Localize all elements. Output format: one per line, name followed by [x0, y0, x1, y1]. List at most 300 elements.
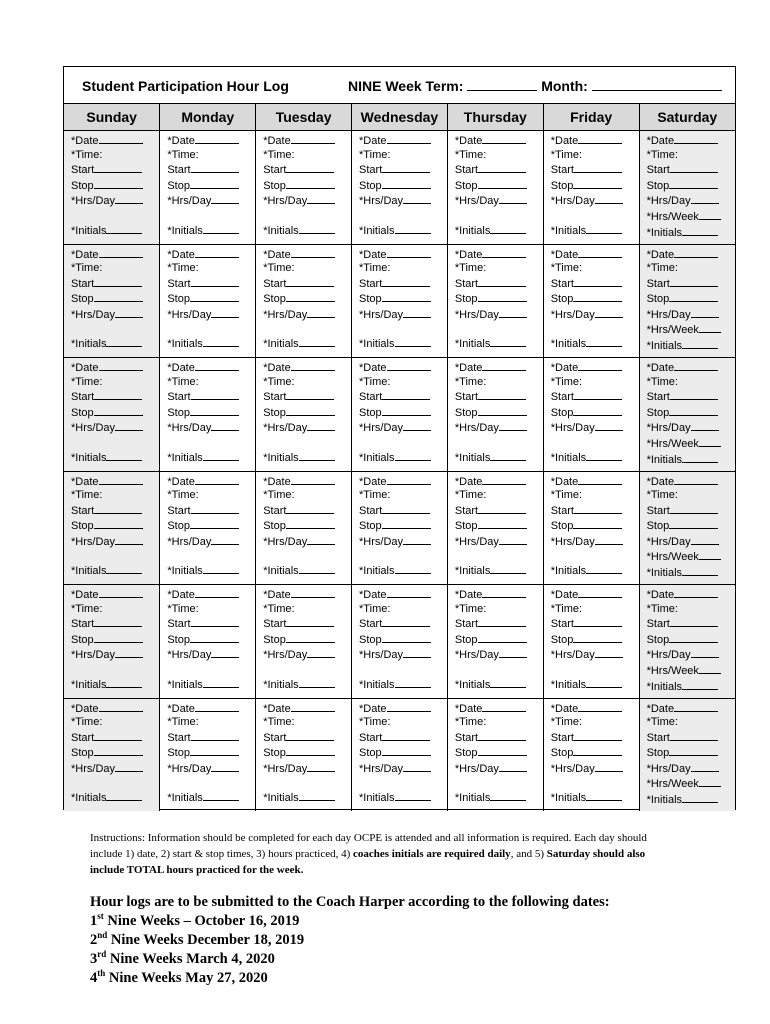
stop-field[interactable] [573, 178, 622, 189]
hrs-week-field[interactable] [699, 322, 721, 333]
stop-field[interactable] [669, 291, 718, 302]
stop-field[interactable] [286, 178, 335, 189]
initials-field[interactable] [682, 338, 718, 349]
stop-field[interactable] [94, 405, 143, 416]
initials-line [71, 450, 159, 466]
spacer [455, 209, 543, 223]
day-cell-content [448, 131, 543, 238]
hrs-day-field[interactable] [691, 761, 719, 772]
hrs-day-field[interactable] [499, 761, 527, 772]
initials-field[interactable] [203, 223, 239, 234]
start-label: Start [646, 504, 670, 517]
month-label: Month: [541, 78, 588, 94]
initials-label: *Initials [454, 338, 491, 351]
initials-field[interactable] [395, 223, 431, 234]
hrs-day-label: *Hrs/Day [167, 762, 212, 775]
initials-field[interactable] [682, 225, 718, 236]
start-field[interactable] [191, 162, 239, 173]
date-field[interactable] [99, 247, 143, 258]
stop-field[interactable] [190, 632, 239, 643]
date-field[interactable] [482, 701, 526, 712]
hrs-day-field[interactable] [691, 193, 719, 204]
date-field[interactable] [578, 133, 622, 144]
date-field[interactable] [387, 360, 431, 371]
date-line [263, 360, 351, 376]
initials-line [263, 450, 351, 466]
stop-field[interactable] [94, 178, 143, 189]
stop-line [647, 405, 735, 421]
initials-label: *Initials [359, 792, 395, 805]
hrs-day-field[interactable] [595, 534, 623, 545]
start-field[interactable] [670, 162, 718, 173]
hrs-day-field[interactable] [115, 193, 143, 204]
hrs-week-field[interactable] [699, 663, 721, 674]
initials-field[interactable] [106, 563, 142, 574]
date-field[interactable] [291, 247, 335, 258]
hrs-week-field[interactable] [699, 549, 721, 560]
spacer [71, 436, 159, 450]
hrs-week-field[interactable] [699, 436, 721, 447]
start-label: Start [167, 277, 191, 290]
hrs-day-label: *Hrs/Day [454, 762, 499, 775]
hrs-day-field[interactable] [307, 193, 335, 204]
hrs-day-line [167, 420, 255, 436]
start-field[interactable] [286, 276, 334, 287]
hrs-week-label: *Hrs/Week [646, 778, 699, 791]
date-field[interactable] [482, 133, 526, 144]
time-label: *Time: [263, 148, 295, 161]
hrs-day-field[interactable] [499, 193, 527, 204]
start-field[interactable] [574, 389, 622, 400]
stop-field[interactable] [573, 518, 622, 529]
stop-field[interactable] [669, 178, 718, 189]
start-field[interactable] [382, 162, 430, 173]
start-line [455, 616, 543, 632]
start-field[interactable] [94, 616, 142, 627]
initials-field[interactable] [106, 677, 142, 688]
hrs-day-field[interactable] [595, 420, 623, 431]
time-line [647, 376, 735, 390]
date-field[interactable] [291, 133, 335, 144]
initials-field[interactable] [106, 223, 142, 234]
initials-field[interactable] [299, 677, 335, 688]
date-line [455, 247, 543, 263]
stop-label: Stop [646, 633, 670, 646]
initials-line [263, 223, 351, 239]
date-field[interactable] [291, 474, 335, 485]
date-field[interactable] [291, 360, 335, 371]
initials-field[interactable] [586, 790, 622, 801]
date-field[interactable] [99, 701, 143, 712]
date-field[interactable] [291, 701, 335, 712]
initials-field[interactable] [682, 792, 718, 803]
initials-label: *Initials [167, 451, 203, 464]
initials-field[interactable] [106, 450, 142, 461]
start-field[interactable] [191, 276, 239, 287]
initials-field[interactable] [682, 452, 718, 463]
hrs-day-field[interactable] [307, 307, 335, 318]
date-field[interactable] [387, 587, 431, 598]
stop-field[interactable] [382, 291, 431, 302]
spacer [167, 776, 255, 790]
start-field[interactable] [478, 389, 526, 400]
initials-field[interactable] [395, 790, 431, 801]
date-field[interactable] [387, 474, 431, 485]
initials-field[interactable] [682, 679, 718, 690]
start-line [263, 503, 351, 519]
stop-line [167, 745, 255, 761]
stop-field[interactable] [190, 291, 239, 302]
date-label: *Date [646, 248, 675, 261]
stop-field[interactable] [286, 745, 335, 756]
start-field[interactable] [94, 276, 142, 287]
hrs-day-field[interactable] [307, 420, 335, 431]
day-cell-content [448, 472, 543, 579]
start-field[interactable] [191, 503, 239, 514]
date-field[interactable] [99, 474, 143, 485]
initials-field[interactable] [395, 336, 431, 347]
day-cell-wednesday [352, 471, 448, 585]
initials-field[interactable] [395, 450, 431, 461]
stop-field[interactable] [669, 632, 718, 643]
date-label: *Date [646, 589, 675, 601]
hrs-day-field[interactable] [403, 420, 431, 431]
stop-field[interactable] [190, 405, 239, 416]
stop-field[interactable] [190, 745, 239, 756]
initials-field[interactable] [682, 565, 718, 576]
stop-field[interactable] [94, 632, 143, 643]
initials-field[interactable] [299, 563, 335, 574]
date-field[interactable] [387, 701, 431, 712]
hrs-day-line [551, 761, 639, 777]
day-cell-content [640, 358, 735, 467]
date-field[interactable] [387, 247, 431, 258]
date-field[interactable] [578, 474, 622, 485]
hrs-day-field[interactable] [115, 534, 143, 545]
stop-label: Stop [359, 179, 382, 192]
start-field[interactable] [382, 276, 430, 287]
time-label: *Time: [71, 489, 103, 502]
initials-line [167, 677, 255, 693]
time-label: *Time: [263, 602, 295, 615]
hrs-day-field[interactable] [499, 420, 527, 431]
hrs-day-line [167, 534, 255, 550]
start-field[interactable] [191, 389, 239, 400]
stop-field[interactable] [286, 518, 335, 529]
hrs-day-field[interactable] [403, 761, 431, 772]
hrs-day-field[interactable] [403, 307, 431, 318]
start-line [455, 276, 543, 292]
hrs-day-label: *Hrs/Day [167, 535, 212, 548]
hrs-day-field[interactable] [691, 534, 719, 545]
time-label: *Time: [646, 716, 678, 729]
day-cell-friday [543, 585, 639, 699]
hrs-day-line [455, 307, 543, 323]
start-field[interactable] [382, 616, 430, 627]
start-field[interactable] [478, 276, 526, 287]
initials-line [647, 452, 735, 468]
hrs-day-field[interactable] [499, 647, 527, 658]
start-field[interactable] [670, 730, 718, 741]
initials-field[interactable] [490, 450, 526, 461]
initials-field[interactable] [395, 563, 431, 574]
start-field[interactable] [478, 730, 526, 741]
stop-field[interactable] [669, 518, 718, 529]
stop-field[interactable] [382, 518, 431, 529]
hrs-day-field[interactable] [595, 761, 623, 772]
hrs-day-field[interactable] [307, 534, 335, 545]
stop-field[interactable] [573, 291, 622, 302]
date-field[interactable] [578, 360, 622, 371]
stop-field[interactable] [478, 632, 527, 643]
start-field[interactable] [478, 503, 526, 514]
date-field[interactable] [195, 587, 239, 598]
start-field[interactable] [670, 276, 718, 287]
time-line [167, 262, 255, 276]
hrs-day-field[interactable] [307, 647, 335, 658]
hrs-day-field[interactable] [211, 761, 239, 772]
start-field[interactable] [574, 162, 622, 173]
start-line [359, 616, 447, 632]
initials-field[interactable] [586, 677, 622, 688]
day-cell-content [448, 358, 543, 465]
start-field[interactable] [478, 162, 526, 173]
initials-field[interactable] [203, 677, 239, 688]
date-field[interactable] [99, 360, 143, 371]
start-field[interactable] [286, 503, 334, 514]
date-field[interactable] [578, 701, 622, 712]
initials-field[interactable] [299, 450, 335, 461]
hrs-day-field[interactable] [595, 647, 623, 658]
hrs-day-field[interactable] [211, 647, 239, 658]
date-field[interactable] [482, 587, 526, 598]
start-field[interactable] [382, 730, 430, 741]
start-field[interactable] [670, 389, 718, 400]
initials-field[interactable] [203, 563, 239, 574]
start-field[interactable] [94, 503, 142, 514]
hrs-day-field[interactable] [595, 193, 623, 204]
deadline-item [90, 931, 610, 950]
date-field[interactable] [674, 587, 718, 598]
initials-field[interactable] [203, 336, 239, 347]
stop-field[interactable] [286, 405, 335, 416]
date-line [455, 133, 543, 149]
start-field[interactable] [382, 389, 430, 400]
stop-field[interactable] [478, 405, 527, 416]
hrs-day-field[interactable] [115, 761, 143, 772]
hrs-day-field[interactable] [499, 534, 527, 545]
initials-field[interactable] [299, 790, 335, 801]
initials-field[interactable] [586, 563, 622, 574]
day-cell-content [352, 699, 447, 806]
hrs-week-field[interactable] [699, 776, 721, 787]
initials-field[interactable] [586, 450, 622, 461]
date-field[interactable] [195, 133, 239, 144]
date-field[interactable] [482, 474, 526, 485]
hrs-week-field[interactable] [699, 209, 721, 220]
stop-field[interactable] [94, 518, 143, 529]
stop-field[interactable] [573, 745, 622, 756]
date-field[interactable] [482, 360, 526, 371]
time-label: *Time: [359, 489, 391, 502]
initials-field[interactable] [106, 790, 142, 801]
date-field[interactable] [674, 474, 718, 485]
date-field[interactable] [578, 247, 622, 258]
date-field[interactable] [387, 133, 431, 144]
initials-field[interactable] [490, 336, 526, 347]
initials-line [647, 679, 735, 695]
initials-field[interactable] [395, 677, 431, 688]
stop-field[interactable] [94, 291, 143, 302]
stop-field[interactable] [573, 632, 622, 643]
initials-field[interactable] [299, 336, 335, 347]
start-field[interactable] [286, 730, 334, 741]
start-field[interactable] [94, 162, 142, 173]
hrs-day-field[interactable] [307, 761, 335, 772]
initials-field[interactable] [490, 563, 526, 574]
stop-field[interactable] [382, 632, 431, 643]
date-field[interactable] [674, 360, 718, 371]
start-field[interactable] [94, 389, 142, 400]
start-field[interactable] [286, 389, 334, 400]
hrs-day-field[interactable] [211, 307, 239, 318]
date-field[interactable] [195, 360, 239, 371]
initials-line [647, 338, 735, 354]
initials-line [167, 223, 255, 239]
initials-field[interactable] [490, 677, 526, 688]
initials-field[interactable] [106, 336, 142, 347]
hrs-day-field[interactable] [595, 307, 623, 318]
hrs-day-field[interactable] [115, 307, 143, 318]
stop-label: Stop [359, 633, 382, 646]
day-cell-content [160, 699, 255, 806]
stop-label: Stop [454, 747, 478, 760]
date-field[interactable] [291, 587, 335, 598]
stop-field[interactable] [190, 518, 239, 529]
date-line [455, 474, 543, 490]
date-line [167, 360, 255, 376]
date-field[interactable] [195, 474, 239, 485]
start-label: Start [550, 164, 574, 177]
start-field[interactable] [191, 730, 239, 741]
hrs-day-field[interactable] [499, 307, 527, 318]
initials-line [359, 563, 447, 579]
hrs-day-field[interactable] [211, 534, 239, 545]
initials-line [263, 336, 351, 352]
hrs-day-field[interactable] [691, 647, 719, 658]
start-field[interactable] [670, 616, 718, 627]
hrs-day-field[interactable] [211, 193, 239, 204]
start-field[interactable] [94, 730, 142, 741]
time-line [263, 603, 351, 617]
start-line [167, 503, 255, 519]
time-label: *Time: [263, 489, 295, 502]
stop-field[interactable] [478, 291, 527, 302]
initials-field[interactable] [490, 790, 526, 801]
stop-field[interactable] [478, 178, 527, 189]
initials-field[interactable] [203, 790, 239, 801]
initials-field[interactable] [490, 223, 526, 234]
hrs-day-line [455, 420, 543, 436]
hrs-day-label: *Hrs/Day [646, 422, 691, 435]
stop-field[interactable] [478, 518, 527, 529]
time-line [71, 262, 159, 276]
date-field[interactable] [578, 587, 622, 598]
initials-field[interactable] [299, 223, 335, 234]
stop-field[interactable] [190, 178, 239, 189]
start-field[interactable] [382, 503, 430, 514]
term-field[interactable] [467, 79, 537, 91]
stop-field[interactable] [382, 405, 431, 416]
stop-field[interactable] [669, 405, 718, 416]
spacer [71, 322, 159, 336]
hrs-day-field[interactable] [211, 420, 239, 431]
day-cell-sunday [64, 585, 160, 699]
stop-field[interactable] [94, 745, 143, 756]
start-label: Start [454, 277, 479, 290]
start-field[interactable] [191, 616, 239, 627]
stop-field[interactable] [382, 178, 431, 189]
date-field[interactable] [195, 247, 239, 258]
hrs-day-field[interactable] [403, 534, 431, 545]
stop-field[interactable] [478, 745, 527, 756]
hrs-day-field[interactable] [691, 307, 719, 318]
initials-line [551, 336, 639, 352]
start-field[interactable] [286, 162, 334, 173]
start-field[interactable] [286, 616, 334, 627]
stop-field[interactable] [286, 291, 335, 302]
day-cell-saturday [639, 131, 735, 245]
stop-field[interactable] [573, 405, 622, 416]
deadline-text: Nine Weeks December 18, 2019 [107, 932, 305, 948]
start-field[interactable] [574, 276, 622, 287]
date-field[interactable] [674, 133, 718, 144]
date-field[interactable] [674, 701, 718, 712]
day-cell-tuesday [256, 698, 352, 811]
initials-field[interactable] [203, 450, 239, 461]
start-line [359, 503, 447, 519]
hrs-day-field[interactable] [115, 420, 143, 431]
hrs-day-field[interactable] [403, 193, 431, 204]
stop-field[interactable] [286, 632, 335, 643]
start-field[interactable] [574, 616, 622, 627]
initials-field[interactable] [586, 336, 622, 347]
time-label: *Time: [359, 602, 391, 615]
start-field[interactable] [670, 503, 718, 514]
stop-field[interactable] [669, 745, 718, 756]
date-field[interactable] [195, 701, 239, 712]
start-field[interactable] [574, 730, 622, 741]
stop-field[interactable] [382, 745, 431, 756]
date-field[interactable] [99, 587, 143, 598]
day-cell-sunday [64, 244, 160, 358]
hrs-day-field[interactable] [691, 420, 719, 431]
day-cell-content [256, 131, 351, 238]
hrs-day-field[interactable] [403, 647, 431, 658]
spacer [551, 663, 639, 677]
hrs-day-field[interactable] [115, 647, 143, 658]
initials-field[interactable] [586, 223, 622, 234]
date-field[interactable] [99, 133, 143, 144]
start-field[interactable] [574, 503, 622, 514]
start-field[interactable] [478, 616, 526, 627]
month-field[interactable] [592, 79, 722, 91]
time-label: *Time: [454, 148, 487, 161]
initials-label: *Initials [263, 451, 299, 464]
hrs-day-label: *Hrs/Day [263, 535, 308, 548]
date-field[interactable] [674, 247, 718, 258]
date-field[interactable] [482, 247, 526, 258]
